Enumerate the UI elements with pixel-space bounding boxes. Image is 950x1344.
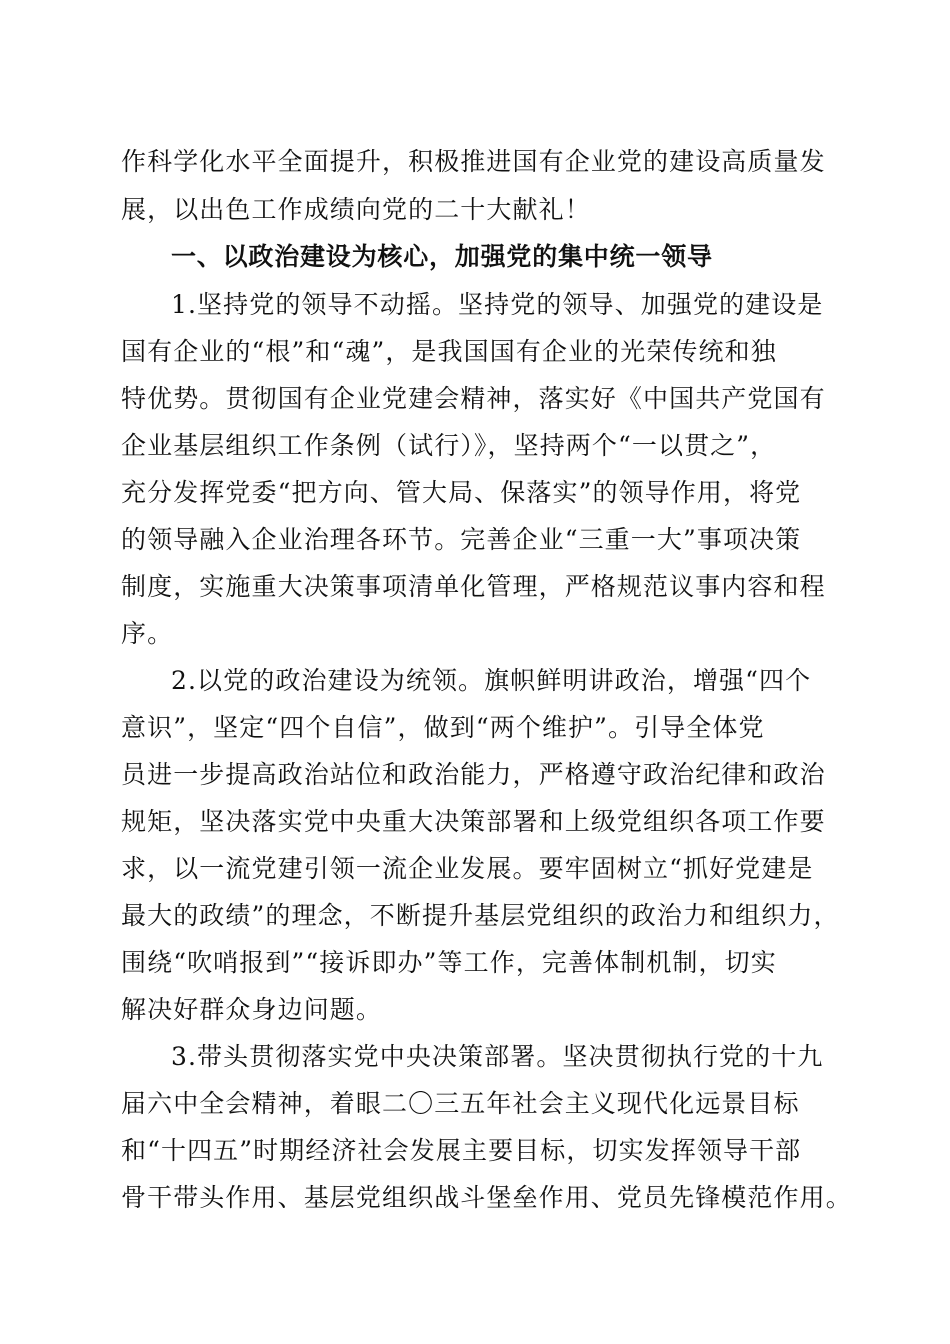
paragraph-3-line: 届六中全会精神，着眼二〇三五年社会主义现代化远景目标 <box>121 1089 800 1118</box>
paragraph-3-line: 骨干带头作用、基层党组织战斗堡垒作用、党员先锋模范作用。 <box>121 1183 852 1212</box>
paragraph-2-line: 员进一步提高政治站位和政治能力，严格遵守政治纪律和政治 <box>121 760 826 789</box>
paragraph-2-line: 最大的政绩”的理念，不断提升基层党组织的政治力和组织力， <box>121 901 840 930</box>
paragraph-1-line: 1.坚持党的领导不动摇。坚持党的领导、加强党的建设是 <box>171 290 824 319</box>
paragraph-2-line: 意识”，坚定“四个自信”，做到“两个维护”。引导全体党 <box>121 713 765 742</box>
paragraph-1-line: 特优势。贯彻国有企业党建会精神，落实好《中国共产党国有 <box>121 384 826 413</box>
intro-line: 作科学化水平全面提升，积极推进国有企业党的建设高质量发 <box>121 147 826 176</box>
paragraph-2-line: 围绕“吹哨报到”“接诉即办”等工作，完善体制机制，切实 <box>121 948 777 977</box>
paragraph-2-line: 解决好群众身边问题。 <box>121 995 383 1024</box>
paragraph-2-line: 2.以党的政治建设为统领。旗帜鲜明讲政治，增强“四个 <box>171 666 812 695</box>
intro-line: 展，以出色工作成绩向党的二十大献礼！ <box>121 195 591 224</box>
paragraph-3-line: 和“十四五”时期经济社会发展主要目标，切实发挥领导干部 <box>121 1136 802 1165</box>
paragraph-1-line: 充分发挥党委“把方向、管大局、保落实”的领导作用，将党 <box>121 478 802 507</box>
paragraph-1-line: 序。 <box>121 619 174 648</box>
paragraph-1-line: 企业基层组织工作条例（试行）》，坚持两个“一以贯之”， <box>121 431 777 460</box>
paragraph-1-line: 国有企业的“根”和“魂”，是我国国有企业的光荣传统和独 <box>121 337 777 366</box>
paragraph-2-line: 规矩，坚决落实党中央重大决策部署和上级党组织各项工作要 <box>121 807 826 836</box>
paragraph-3-line: 3.带头贯彻落实党中央决策部署。坚决贯彻执行党的十九 <box>171 1042 824 1071</box>
paragraph-1-line: 的领导融入企业治理各环节。完善企业“三重一大”事项决策 <box>121 525 802 554</box>
paragraph-1-line: 制度，实施重大决策事项清单化管理，严格规范议事内容和程 <box>121 572 826 601</box>
paragraph-2-line: 求，以一流党建引领一流企业发展。要牢固树立“抓好党建是 <box>121 854 814 883</box>
section-heading: 一、以政治建设为核心，加强党的集中统一领导 <box>171 242 713 271</box>
